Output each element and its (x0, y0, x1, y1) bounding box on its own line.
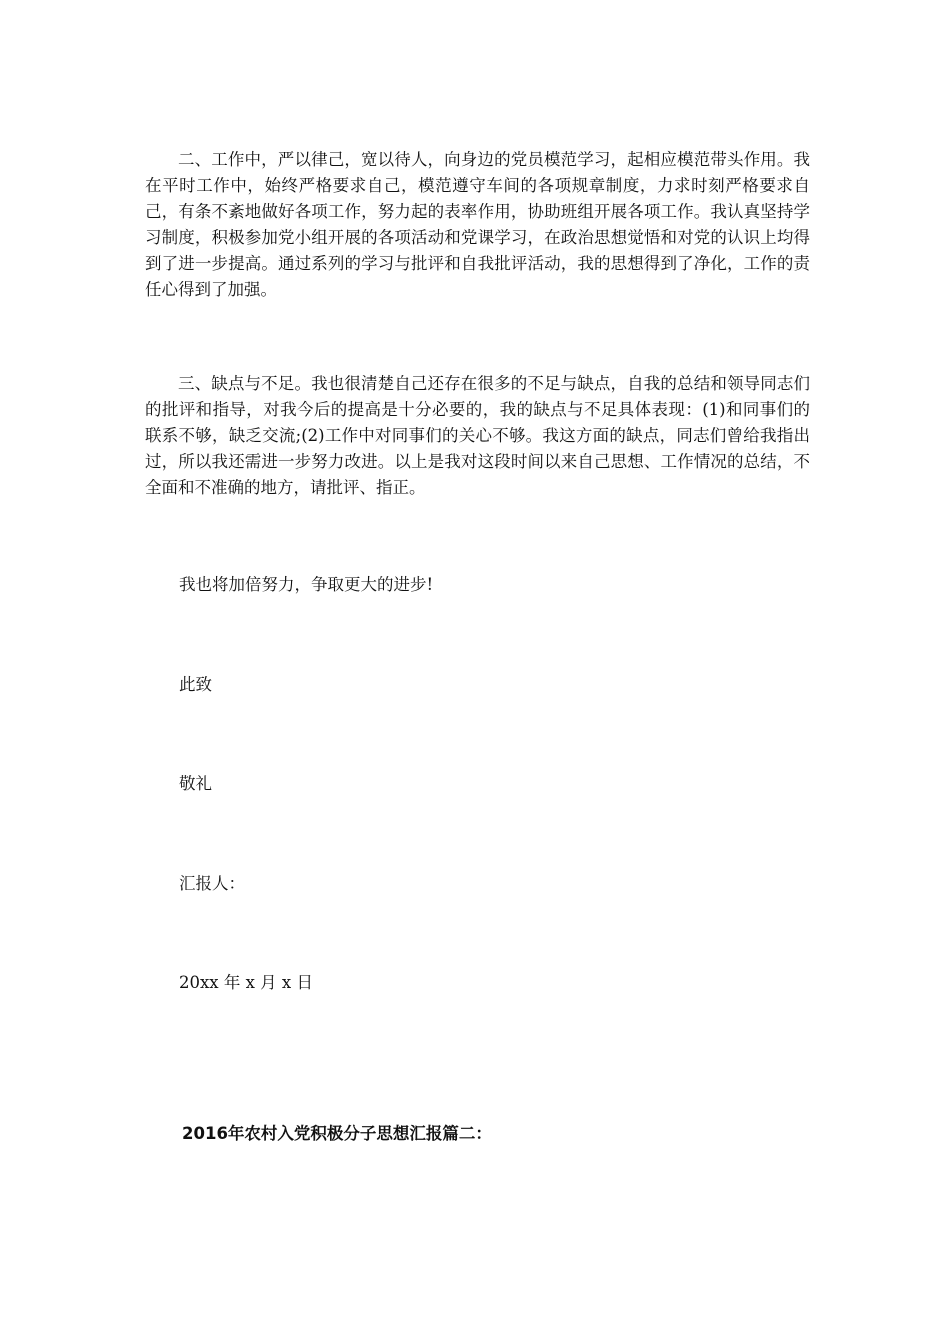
report-date: 20xx 年 x 月 x 日 (179, 973, 313, 992)
closing-line: 我也将加倍努力，争取更大的进步! (179, 575, 434, 594)
salutation-cizhi: 此致 (179, 675, 212, 694)
salutation-jingli: 敬礼 (179, 774, 212, 793)
paragraph-shortcomings: 三、缺点与不足。我也很清楚自己还存在很多的不足与缺点，自我的总结和领导同志们的批评和指导，对我今后的提高是十分必要的，我的缺点与不足具体表现：(1)和同事们的联系不够，缺乏交流;(2)工作中对同事们的关心不够。我这方面的缺点，同志们曾给我指出过，所以我还需进一步努力改进。以上是我对这段时间以来自己思想、工作情况的总结，不全面和不准确的地方，请批评、指正。 (145, 374, 810, 497)
paragraph-work-attitude: 二、工作中，严以律己，宽以待人，向身边的党员模范学习，起相应模范带头作用。我在平时工作中，始终严格要求自己，模范遵守车间的各项规章制度，力求时刻严格要求自己，有条不紊地做好各项工作，努力起的表率作用，协助班组开展各项工作。我认真坚持学习制度，积极参加党小组开展的各项活动和党课学习，在政治思想觉悟和对党的认识上均得到了进一步提高。通过系列的学习与批评和自我批评活动，我的思想得到了净化，工作的责任心得到了加强。 (145, 150, 810, 299)
section-heading: 2016年农村入党积极分子思想汇报篇二： (182, 1124, 492, 1143)
reporter-label: 汇报人： (179, 874, 245, 893)
